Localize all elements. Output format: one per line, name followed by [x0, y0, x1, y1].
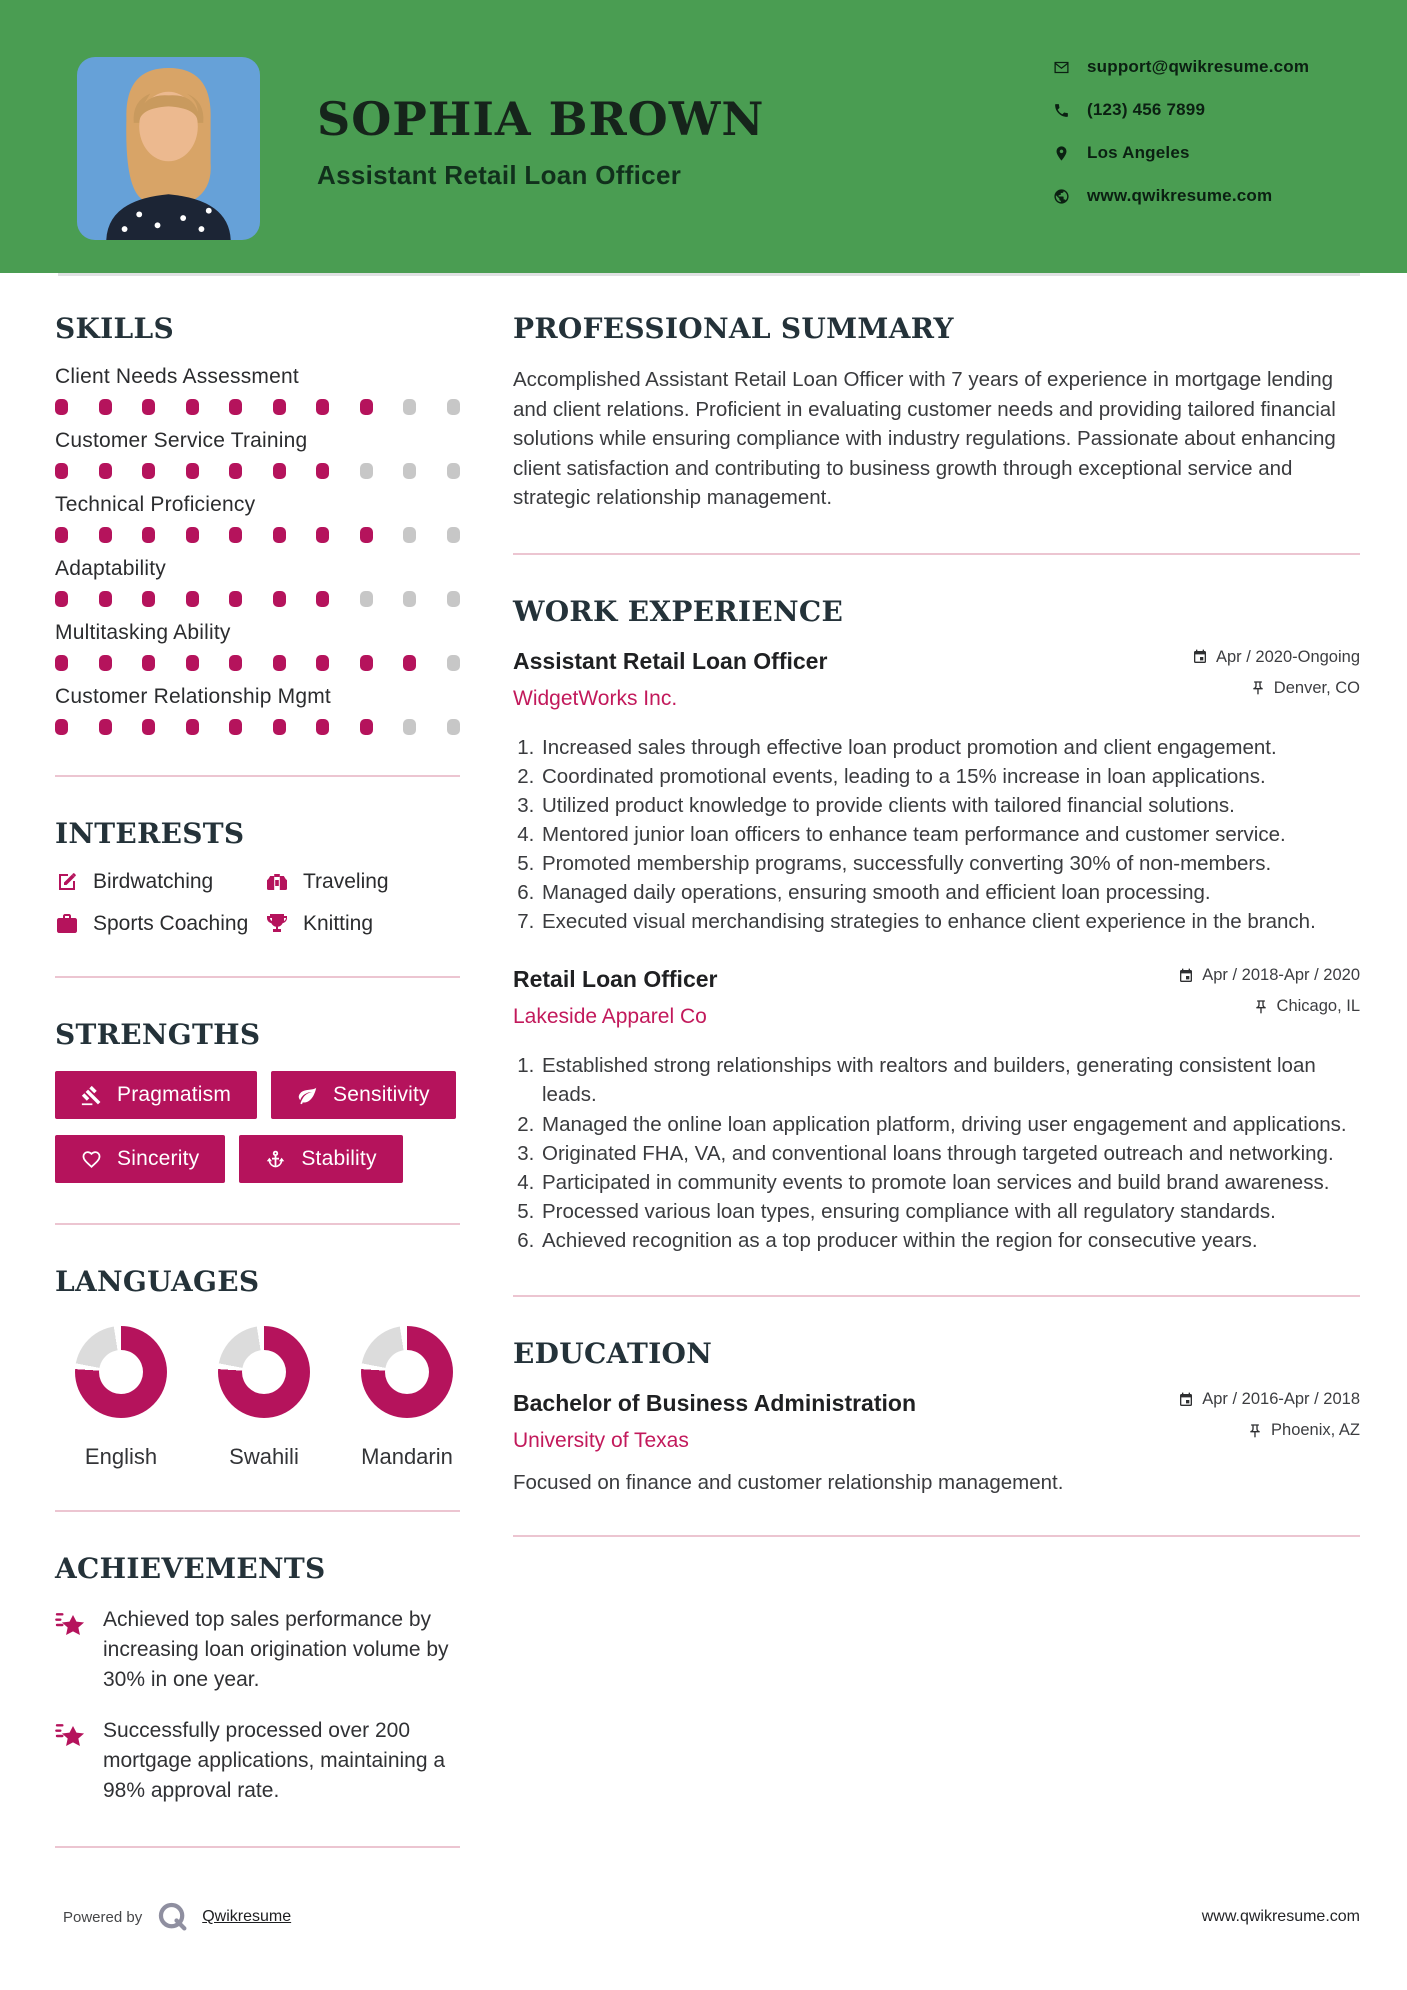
- strength-label: Sensitivity: [333, 1083, 430, 1106]
- language-donut-chart: [361, 1326, 453, 1418]
- skill-dot: [316, 591, 329, 607]
- anchor-icon: [265, 1149, 286, 1170]
- divider: [55, 976, 460, 978]
- skill-dot: [273, 591, 286, 607]
- job-bullet: 3. Originated FHA, VA, and conventional loans through targeted outreach and networking.: [540, 1139, 1360, 1168]
- edit-icon: [55, 870, 79, 894]
- interests-heading: INTERESTS: [55, 817, 245, 850]
- heart-icon: [81, 1149, 102, 1170]
- achievement-text: Successfully processed over 200 mortgage applications, maintaining a 98% approval rate.: [103, 1719, 446, 1803]
- interest-label: Traveling: [303, 870, 389, 893]
- leaf-icon: [297, 1085, 318, 1106]
- divider: [55, 1510, 460, 1512]
- skill-dot: [229, 463, 242, 479]
- powered-by-label: Powered by: [63, 1908, 143, 1926]
- job-dates: [1192, 648, 1360, 667]
- binoculars-icon: [265, 870, 289, 894]
- phone-icon: [1053, 102, 1070, 119]
- strength-badge: [55, 1135, 225, 1183]
- skill-name: Adaptability: [55, 557, 166, 580]
- skill-dot: [403, 527, 416, 543]
- skill-item: [55, 429, 460, 479]
- skill-name: Multitasking Ability: [55, 621, 231, 644]
- job-bullet: 6. Managed daily operations, ensuring smooth and efficient loan processing.: [540, 878, 1360, 907]
- skill-dot: [186, 719, 199, 735]
- skill-dot: [186, 463, 199, 479]
- strengths-heading: STRENGTHS: [55, 1018, 261, 1051]
- job-bullet: 7. Executed visual merchandising strategies to enhance client experience in the branch.: [540, 907, 1360, 936]
- job-bullet: 6. Achieved recognition as a top producer within the region for consecutive years.: [540, 1226, 1360, 1255]
- skill-dot: [403, 719, 416, 735]
- shooting-star-icon: [55, 1607, 87, 1639]
- skill-item: [55, 557, 460, 607]
- skill-dot: [229, 399, 242, 415]
- skill-dot: [99, 527, 112, 543]
- job-title: Retail Loan Officer: [513, 966, 718, 993]
- job-bullet: 2. Managed the online loan application platform, driving user engagement and applications.: [540, 1110, 1360, 1139]
- job-bullet: 4. Mentored junior loan officers to enhance team performance and customer service.: [540, 820, 1360, 849]
- skill-dot: [360, 655, 373, 671]
- skill-dot: [273, 463, 286, 479]
- contact-location-text: Los Angeles: [1087, 143, 1190, 162]
- skill-dot: [186, 527, 199, 543]
- skill-dot: [142, 399, 155, 415]
- calendar-icon: [1178, 1392, 1194, 1408]
- interest-item: [55, 912, 265, 936]
- pin-icon: [1247, 1423, 1263, 1439]
- job-bullet: 5. Processed various loan types, ensuring compliance with all regulatory standards.: [540, 1197, 1360, 1226]
- skill-item: [55, 621, 460, 671]
- education-location: [1178, 1421, 1360, 1440]
- skill-rating: [55, 399, 460, 415]
- skill-name: Customer Service Training: [55, 429, 308, 452]
- interests-section: [55, 817, 460, 936]
- skill-dot: [229, 591, 242, 607]
- job-location: [1192, 679, 1360, 698]
- language-item: [75, 1326, 167, 1470]
- skill-dot: [55, 399, 68, 415]
- skill-dot: [186, 655, 199, 671]
- job-location-text: Denver, CO: [1273, 678, 1360, 697]
- achievements-section: [55, 1552, 460, 1806]
- skill-dot: [316, 399, 329, 415]
- skill-dot: [55, 527, 68, 543]
- achievements-heading: ACHIEVEMENTS: [55, 1552, 326, 1585]
- skill-dot: [360, 719, 373, 735]
- strength-label: Sincerity: [117, 1147, 200, 1170]
- envelope-icon: [1053, 59, 1070, 76]
- education-heading: EDUCATION: [513, 1337, 713, 1371]
- contact-email[interactable]: [1053, 54, 1309, 80]
- skill-dot: [99, 463, 112, 479]
- skill-dot: [360, 463, 373, 479]
- calendar-icon: [1192, 649, 1208, 665]
- skills-section: [55, 312, 460, 735]
- divider: [513, 1295, 1360, 1297]
- skill-dot: [99, 399, 112, 415]
- footer-website[interactable]: www.qwikresume.com: [1201, 1908, 1360, 1925]
- job-location: [1178, 997, 1360, 1016]
- skills-heading: SKILLS: [55, 312, 175, 345]
- job-dates: [1178, 966, 1360, 985]
- strength-label: Pragmatism: [117, 1083, 232, 1106]
- skill-dot: [55, 655, 68, 671]
- main-content: [513, 312, 1360, 1888]
- skill-dot: [142, 463, 155, 479]
- skill-dot: [316, 719, 329, 735]
- divider: [55, 1223, 460, 1225]
- skill-dot: [186, 399, 199, 415]
- skill-dot: [360, 591, 373, 607]
- contact-phone[interactable]: [1053, 97, 1309, 123]
- job-bullet: 1. Increased sales through effective loan product promotion and client engagement.: [540, 733, 1360, 762]
- strengths-section: [55, 1018, 460, 1183]
- languages-section: [55, 1265, 460, 1470]
- job-date-text: Apr / 2018-Apr / 2020: [1202, 966, 1360, 985]
- education-section: [513, 1337, 1360, 1495]
- gavel-icon: [81, 1085, 102, 1106]
- shooting-star-icon: [55, 1718, 87, 1750]
- education-dates: [1178, 1390, 1360, 1409]
- pin-icon: [1253, 999, 1269, 1015]
- skill-dot: [55, 463, 68, 479]
- skill-item: [55, 685, 460, 735]
- skill-dot: [229, 719, 242, 735]
- interest-label: Sports Coaching: [93, 912, 249, 935]
- job-entry: [513, 966, 1360, 1255]
- skill-name: Customer Relationship Mgmt: [55, 685, 331, 708]
- summary-text: Accomplished Assistant Retail Loan Officer with 7 years of experience in mortgage lending and client relations. Proficient in evaluating customer needs and providing tailored financial solutions while ensuring compliance with industry regulations. Passionate about enhancing client satisfaction and contributing to business growth through exceptional service and strategic relationship management.: [513, 368, 1336, 510]
- contact-email-text: support@qwikresume.com: [1087, 57, 1310, 76]
- calendar-icon: [1178, 968, 1194, 984]
- education-description: Focused on finance and customer relationship management.: [513, 1471, 1064, 1495]
- job-bullet: 4. Participated in community events to promote loan services and build brand awareness.: [540, 1168, 1360, 1197]
- location-pin-icon: [1053, 145, 1070, 162]
- skill-dot: [447, 463, 460, 479]
- skill-dot: [99, 719, 112, 735]
- job-company[interactable]: Lakeside Apparel Co: [513, 1005, 707, 1029]
- profile-photo: [77, 57, 260, 240]
- skill-dot: [403, 655, 416, 671]
- interest-label: Birdwatching: [93, 870, 214, 893]
- strength-label: Stability: [301, 1147, 377, 1170]
- strength-badge: [55, 1071, 257, 1119]
- skill-dot: [447, 655, 460, 671]
- skill-dot: [142, 591, 155, 607]
- divider: [55, 775, 460, 777]
- skill-dot: [403, 591, 416, 607]
- skill-dot: [273, 527, 286, 543]
- pin-icon: [1250, 680, 1266, 696]
- strength-badge: [271, 1071, 456, 1119]
- skill-dot: [316, 463, 329, 479]
- person-job-title: Assistant Retail Loan Officer: [317, 160, 682, 190]
- skill-dot: [142, 655, 155, 671]
- language-label: English: [84, 1444, 158, 1469]
- skill-dot: [99, 591, 112, 607]
- qwikresume-link[interactable]: Qwikresume: [202, 1908, 292, 1925]
- skill-dot: [142, 527, 155, 543]
- language-item: [361, 1326, 453, 1470]
- trophy-icon: [265, 912, 289, 936]
- language-item: [218, 1326, 310, 1470]
- interest-item: [55, 870, 265, 894]
- job-bullet-list: [513, 733, 1360, 937]
- skill-dot: [55, 719, 68, 735]
- job-bullet-list: [513, 1051, 1360, 1255]
- language-label: Mandarin: [361, 1444, 453, 1469]
- skill-name: Technical Proficiency: [55, 493, 256, 516]
- skill-dot: [316, 655, 329, 671]
- skill-rating: [55, 527, 460, 543]
- skill-dot: [229, 655, 242, 671]
- job-bullet: 5. Promoted membership programs, successfully converting 30% of non-members.: [540, 849, 1360, 878]
- globe-icon: [1053, 188, 1070, 205]
- skill-dot: [360, 527, 373, 543]
- language-label: Swahili: [229, 1444, 299, 1469]
- languages-heading: LANGUAGES: [55, 1265, 260, 1298]
- contact-website-text: www.qwikresume.com: [1087, 186, 1273, 205]
- summary-heading: PROFESSIONAL SUMMARY: [513, 312, 954, 345]
- degree-title: Bachelor of Business Administration: [513, 1390, 916, 1417]
- interest-item: [265, 912, 460, 936]
- skill-rating: [55, 463, 460, 479]
- job-bullet: 2. Coordinated promotional events, leading to a 15% increase in loan applications.: [540, 762, 1360, 791]
- profile-photo-illustration: [77, 57, 260, 240]
- skill-item: [55, 365, 460, 415]
- skill-dot: [229, 527, 242, 543]
- language-donut-chart: [218, 1326, 310, 1418]
- skill-dot: [142, 719, 155, 735]
- skill-dot: [273, 655, 286, 671]
- skill-dot: [447, 719, 460, 735]
- skill-dot: [403, 463, 416, 479]
- footer: [63, 1900, 1360, 1934]
- contact-phone-text: (123) 456 7899: [1087, 100, 1206, 119]
- education-location-text: Phoenix, AZ: [1271, 1421, 1360, 1440]
- qwikresume-logo-icon: [156, 1900, 190, 1934]
- skill-name: Client Needs Assessment: [55, 365, 299, 388]
- job-company[interactable]: WidgetWorks Inc.: [513, 686, 678, 710]
- skill-rating: [55, 719, 460, 735]
- job-title: Assistant Retail Loan Officer: [513, 647, 828, 674]
- skill-dot: [447, 591, 460, 607]
- interest-label: Knitting: [303, 912, 374, 935]
- experience-section: [513, 595, 1360, 1256]
- job-bullet: 3. Utilized product knowledge to provide clients with tailored financial solutions.: [540, 791, 1360, 820]
- skill-rating: [55, 655, 460, 671]
- interest-item: [265, 870, 460, 894]
- skill-dot: [186, 591, 199, 607]
- skill-rating: [55, 591, 460, 607]
- achievement-text: Achieved top sales performance by increasing loan origination volume by 30% in one year.: [103, 1608, 449, 1691]
- skill-dot: [316, 527, 329, 543]
- job-bullet: 1. Established strong relationships with realtors and builders, generating consistent loan leads.: [540, 1051, 1360, 1109]
- summary-section: [513, 312, 1360, 513]
- job-location-text: Chicago, IL: [1276, 997, 1360, 1016]
- language-donut-chart: [75, 1326, 167, 1418]
- contact-website[interactable]: [1053, 183, 1309, 209]
- skill-dot: [273, 399, 286, 415]
- contact-location: [1053, 140, 1309, 166]
- skill-dot: [99, 655, 112, 671]
- experience-heading: WORK EXPERIENCE: [513, 594, 844, 628]
- strength-badge: [239, 1135, 402, 1183]
- skill-dot: [273, 719, 286, 735]
- header: [0, 0, 1407, 273]
- sidebar: [55, 312, 460, 1888]
- divider: [513, 553, 1360, 555]
- skill-dot: [360, 399, 373, 415]
- job-entry: [513, 648, 1360, 937]
- achievement-item: [55, 1605, 460, 1694]
- briefcase-icon: [55, 912, 79, 936]
- skill-dot: [447, 399, 460, 415]
- person-name: SOPHIA BROWN: [317, 92, 765, 146]
- divider: [513, 1535, 1360, 1537]
- skill-dot: [403, 399, 416, 415]
- contact-info: [1053, 54, 1309, 226]
- divider: [55, 1846, 460, 1848]
- skill-item: [55, 493, 460, 543]
- achievement-item: [55, 1716, 460, 1805]
- school-name[interactable]: University of Texas: [513, 1429, 689, 1453]
- job-date-text: Apr / 2020-Ongoing: [1215, 647, 1360, 666]
- skill-dot: [447, 527, 460, 543]
- education-date-text: Apr / 2016-Apr / 2018: [1202, 1390, 1360, 1409]
- skill-dot: [55, 591, 68, 607]
